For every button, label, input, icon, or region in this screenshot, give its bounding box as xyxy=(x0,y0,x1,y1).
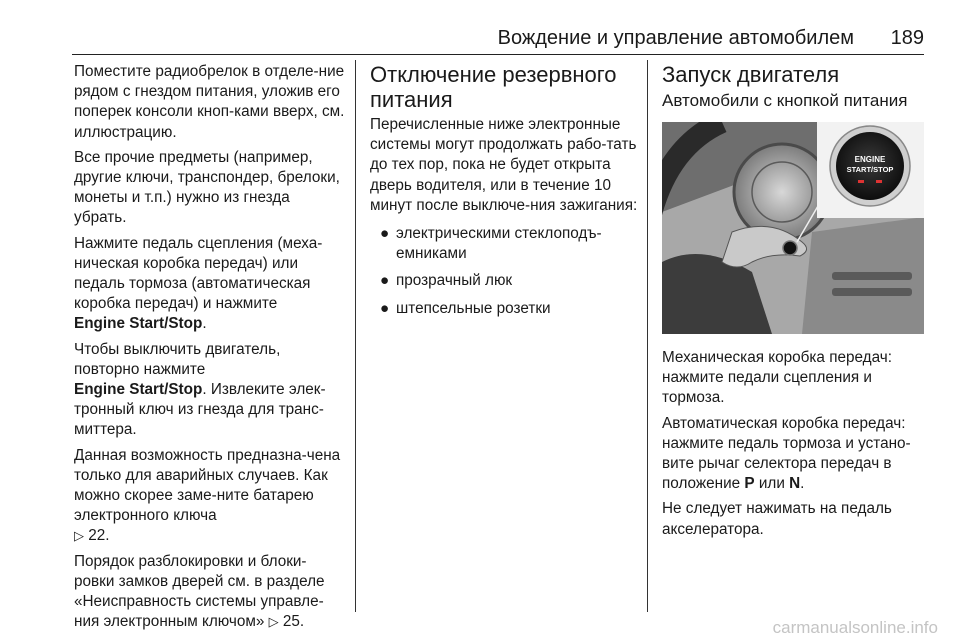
paragraph: Поместите радиобрелок в отделе-ние рядом с гнездом питания, уложив его поперек консоли кноп-ками вверх, см. иллюстрацию. xyxy=(74,63,345,141)
paragraph xyxy=(74,234,346,335)
list-item-text: прозрачный люк xyxy=(396,272,513,290)
paragraph-text: Чтобы выключить двигатель, повторно нажмите xyxy=(74,340,281,378)
paragraph: Все прочие предметы (например, другие ключи, транспондер, брелоки, монеты и т.п.) нужно из гнезда убрать. xyxy=(74,148,340,227)
paragraph xyxy=(662,414,924,495)
paragraph-end: . xyxy=(800,475,805,493)
paragraph-text: . Извлеките элек-тронный ключ из гнезда для транс-миттера. xyxy=(74,381,326,439)
paragraph-end: . xyxy=(202,315,207,333)
section-heading: Отключение резервного питания xyxy=(370,62,617,112)
paragraph xyxy=(74,552,346,633)
list-item xyxy=(370,224,638,264)
button-label-line1: ENGINE xyxy=(854,155,886,164)
paragraph xyxy=(74,340,346,441)
engine-button-small-icon xyxy=(783,241,797,255)
paragraph: Механическая коробка передач: нажмите педали сцепления и тормоза. xyxy=(662,349,892,407)
paragraph-text: Порядок разблокировки и блоки-ровки замков дверей см. в разделе «Неисправность системы управле-ния электронным ключом» xyxy=(74,552,325,631)
column-divider xyxy=(355,60,356,612)
dashboard-illustration xyxy=(662,122,924,334)
page-reference[interactable]: 22. xyxy=(88,527,110,545)
paragraph-text: Автоматическая коробка передач: нажмите педаль тормоза и устано-вите рычаг селектора передач в положение xyxy=(662,414,911,493)
button-indicator-right xyxy=(876,180,882,183)
engine-start-stop-label: Engine Start/Stop xyxy=(74,315,203,333)
column-right xyxy=(662,62,924,545)
gear-p-label: P xyxy=(744,475,755,493)
page-reference[interactable]: 25. xyxy=(282,613,305,631)
section-heading: Запуск двигателя xyxy=(662,62,840,87)
column-middle xyxy=(370,62,638,326)
page-reference-arrow-icon: ▷ xyxy=(74,528,84,544)
section-subheading: Автомобили с кнопкой питания xyxy=(662,91,908,110)
dashboard-illustration-svg xyxy=(662,122,924,334)
bullet-icon: ● xyxy=(380,225,390,243)
paragraph: Не следует нажимать на педаль акселератора. xyxy=(662,500,892,538)
page-number: 189 xyxy=(890,27,924,49)
button-indicator-left xyxy=(858,180,864,183)
button-label-line2: START/STOP xyxy=(846,165,894,174)
paragraph-text: или xyxy=(754,475,790,493)
paragraph-text: Данная возможность предназна-чена только для аварийных случаев. Как можно скорее заме-ните батарею электронного ключа xyxy=(74,446,341,525)
console-buttons xyxy=(832,272,912,280)
engine-start-stop-label: Engine Start/Stop xyxy=(74,381,203,399)
bullet-icon: ● xyxy=(380,299,390,317)
paragraph xyxy=(74,446,346,547)
chapter-title: Вождение и управление автомобилем xyxy=(497,27,854,49)
list-item-text: электрическими стеклоподъ-емниками xyxy=(396,225,602,263)
gear-n-label: N xyxy=(789,475,801,493)
gauge-icon xyxy=(734,144,830,240)
column-left xyxy=(74,62,346,637)
paragraph: Перечисленные ниже электронные системы могут продолжать рабо-тать до тех пор, пока не будет открыта дверь водителя, или в течение 10 минут после выключе-ния зажигания: xyxy=(370,116,638,214)
list-item xyxy=(370,271,638,291)
page-header xyxy=(72,22,924,55)
page-reference-arrow-icon: ▷ xyxy=(268,614,279,630)
column-divider xyxy=(647,60,648,612)
list-item xyxy=(370,299,638,319)
paragraph-text: Нажмите педаль сцепления (меха-ническая коробка передач) или педаль тормоза (автоматическая коробка передач) и нажмите xyxy=(74,234,323,313)
watermark: carmanualsonline.info xyxy=(772,618,938,637)
bullet-icon: ● xyxy=(380,272,390,290)
bullet-list xyxy=(370,224,638,319)
list-item-text: штепсельные розетки xyxy=(396,299,551,317)
console-buttons xyxy=(832,288,912,296)
